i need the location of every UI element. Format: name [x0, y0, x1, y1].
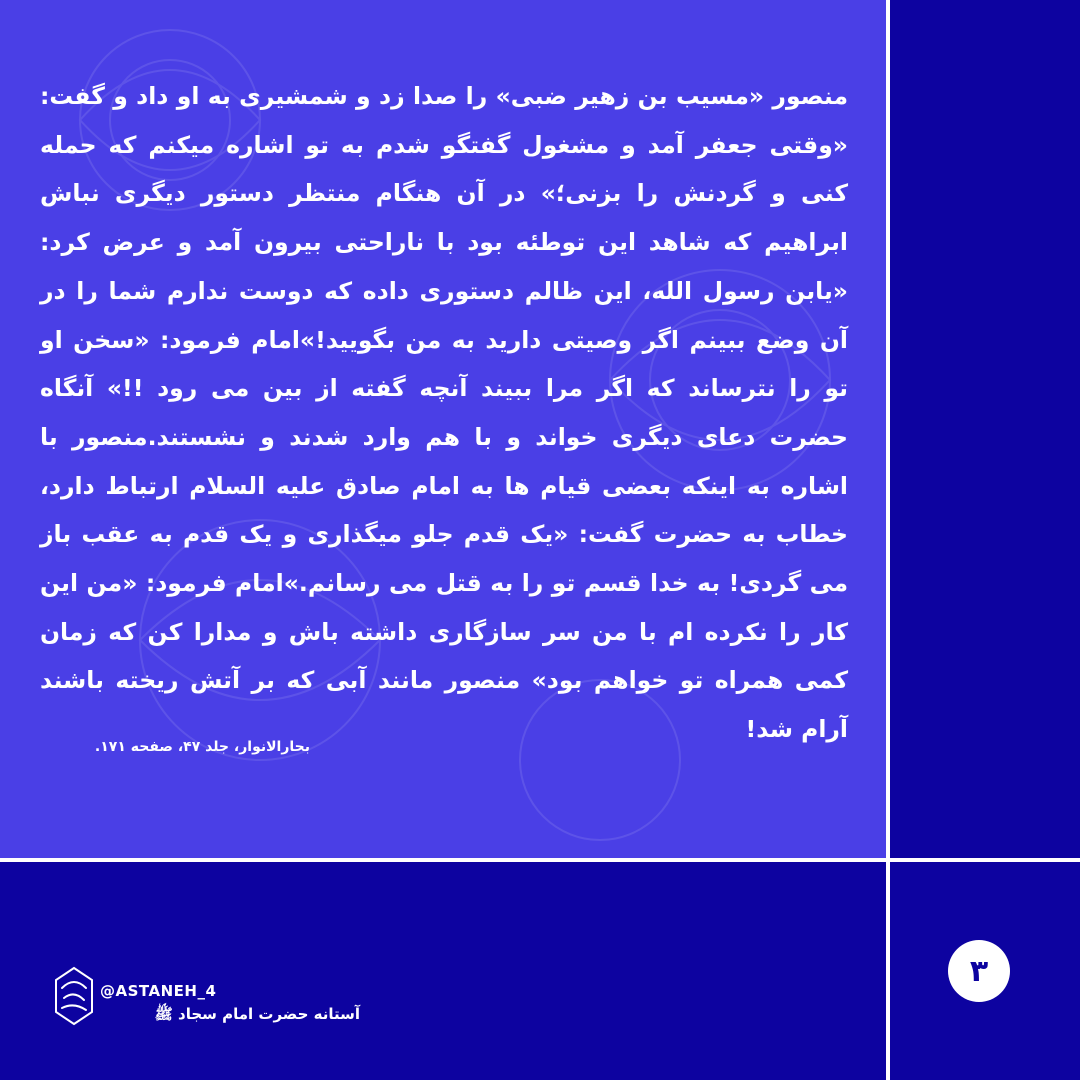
- brand-name: آستانه حضرت امام سجاد ﷺ: [154, 1005, 360, 1023]
- vertical-divider: [886, 0, 890, 1080]
- horizontal-divider: [0, 858, 1080, 862]
- body-text: منصور «مسیب بن زهیر ضبی» را صدا زد و شمشیری به او داد و گفت: «وقتی جعفر آمد و مشغول گفتگو شدم به تو اشاره میکنم که حمله کنی و گردنش را بزنی؛» در آن هنگام منتظر دستور دیگری نباش ابراهیم که شاهد این توطئه بود با ناراحتی بیرون آمد و عرض کرد: «یابن رسول الله، این ظالم دستوری داده که دوست ندارم شما را در آن وضع ببینم اگر وصیتی دارید به من بگویید!»امام فرمود: «سخن او تو را نترساند که اگر مرا ببیند آنچه گفته از بین می رود !!» آنگاه حضرت دعای دیگری خواند و با هم وارد شدند و نشستند.منصور با اشاره به اینکه بعضی قیام ها به امام صادق علیه السلام ارتباط دارد، خطاب به حضرت گفت: «یک قدم جلو میگذاری و یک قدم به عقب باز می گردی! به خدا قسم تو را به قتل می رسانم.»امام فرمود: «من این کار را نکرده ام با من سر سازگاری داشته باش و مدارا کن که زمان کمی همراه تو خواهم بود» منصور مانند آبی که بر آتش ریخته باشند آرام شد!: [40, 82, 848, 744]
- page-number-badge: ۳: [948, 940, 1010, 1002]
- social-handle: @ASTANEH_4: [100, 982, 217, 1000]
- citation: بحارالانوار، جلد ۴۷، صفحه ۱۷۱.: [94, 739, 310, 755]
- astaneh-logo: [52, 966, 96, 1026]
